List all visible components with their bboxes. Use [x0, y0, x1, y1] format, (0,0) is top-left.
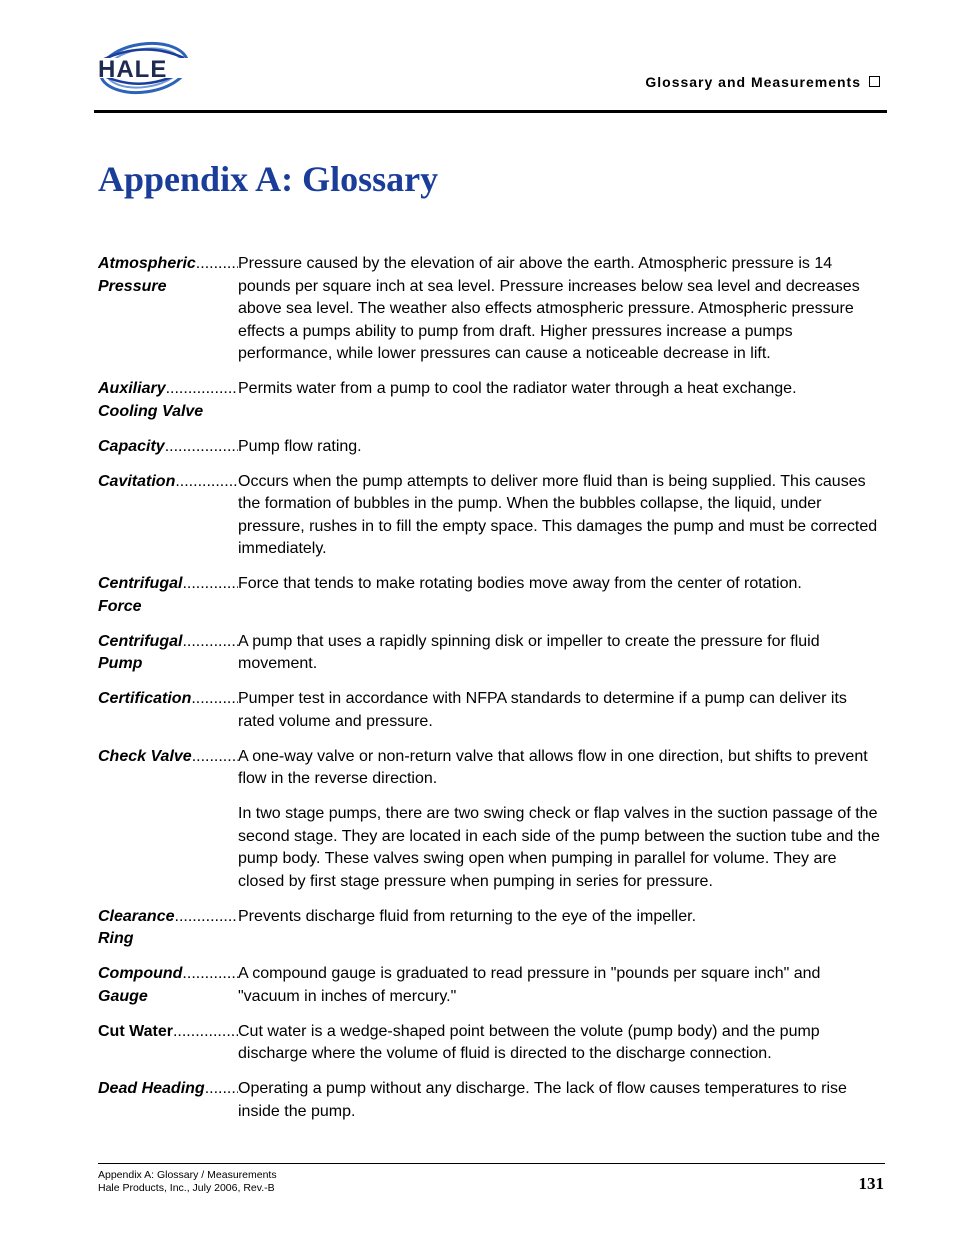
glossary-definition: [238, 688, 884, 733]
definition-paragraph: A pump that uses a rapidly spinning disk or impeller to create the pressure for fluid movement.: [238, 632, 820, 672]
page-number: 131: [858, 1174, 884, 1193]
section-title-text: Glossary and Measurements: [645, 74, 861, 90]
glossary-definition: [238, 573, 884, 618]
glossary-entry: [98, 436, 884, 459]
leader-dots: [182, 963, 238, 986]
glossary-term: [98, 746, 238, 894]
definition-paragraph: Prevents discharge fluid from returning to the eye of the impeller.: [238, 907, 697, 925]
glossary-entry: [98, 746, 884, 894]
term-text-line-2: Force: [98, 597, 142, 615]
logo-text: HALE: [98, 56, 168, 83]
term-text: Cut Water: [98, 1022, 173, 1040]
glossary-term: [98, 471, 238, 561]
glossary-term: [98, 688, 238, 733]
term-line: [98, 1021, 238, 1044]
leader-dots: [196, 253, 238, 276]
glossary-entry: [98, 688, 884, 733]
glossary-term: [98, 573, 238, 618]
term-text-line-2: Cooling Valve: [98, 402, 204, 420]
glossary-term: [98, 1078, 238, 1123]
leader-dots: [175, 906, 239, 929]
definition-paragraph: Pressure caused by the elevation of air above the earth. Atmospheric pressure is 14 pounds per square inch at sea level. Pressure increases below sea level and decreases above sea level. The weather also effects atmospheric pressure. Atmospheric pressure effects a pumps ability to pump from draft. Higher pressures increase a pumps performance, while lower pressures can cause a noticeable decrease in lift.: [238, 255, 860, 362]
term-line: [98, 963, 238, 986]
term-text: Clearance: [98, 907, 175, 925]
term-line: [98, 688, 238, 711]
glossary-definition: [238, 253, 884, 366]
term-line: [98, 573, 238, 596]
glossary-definition: [238, 436, 884, 459]
glossary-entry: [98, 471, 884, 561]
page-title: Appendix A: Glossary: [98, 159, 439, 199]
term-text: Check Valve: [98, 747, 192, 765]
glossary-entry: [98, 253, 884, 366]
definition-paragraph: In two stage pumps, there are two swing check or flap valves in the suction passage of the second stage. They are located in each side of the pump between the suction tube and the pump body. These valves swing open when pumping in parallel for volume. They are closed by first stage pressure when pumping in series for pressure.: [238, 805, 880, 890]
leader-dots: [192, 746, 238, 769]
term-line: [98, 1078, 238, 1101]
leader-dots: [173, 1021, 238, 1044]
footer-info: [98, 1169, 277, 1195]
term-line: [98, 746, 238, 769]
definition-paragraph: Operating a pump without any discharge. The lack of flow causes temperatures to rise inside the pump.: [238, 1080, 847, 1120]
glossary-entry: [98, 906, 884, 951]
glossary-entry: [98, 1021, 884, 1066]
term-text-line-2: Pressure: [98, 277, 167, 295]
term-text: Centrifugal: [98, 575, 183, 592]
definition-paragraph: Occurs when the pump attempts to deliver more fluid than is being supplied. This causes the formation of bubbles in the pump. When the bubbles collapse, the liquid, under pressure, rushes in to fill the empty space. This damages the pump and must be corrected immediately.: [238, 472, 878, 557]
glossary-term: [98, 963, 238, 1008]
definition-paragraph: Pumper test in accordance with NFPA standards to determine if a pump can deliver its rated volume and pressure.: [238, 690, 847, 730]
glossary-term: [98, 436, 238, 459]
glossary-list: [98, 253, 884, 1136]
definition-paragraph: A one-way valve or non-return valve that allows flow in one direction, but shifts to prevent flow in the reverse direction.: [238, 747, 868, 787]
leader-dots: [175, 471, 238, 494]
term-line: [98, 631, 238, 654]
term-text: Dead Heading: [98, 1080, 205, 1097]
definition-paragraph: Pump flow rating.: [238, 437, 362, 455]
checkbox-square-icon: [869, 76, 880, 87]
leader-dots: [182, 573, 238, 596]
glossary-entry: [98, 1078, 884, 1123]
hale-logo: [94, 36, 194, 100]
leader-dots: [205, 1078, 238, 1101]
definition-paragraph: A compound gauge is graduated to read pressure in "pounds per square inch" and "vacuum in inches of mercury.": [238, 965, 821, 1005]
glossary-definition: [238, 471, 884, 561]
glossary-definition: [238, 631, 884, 676]
footer-line-1: Appendix A: Glossary / Measurements: [98, 1169, 277, 1181]
leader-dots: [166, 378, 238, 401]
header-divider: [94, 110, 887, 113]
glossary-term: [98, 906, 238, 951]
term-text: Cavitation: [98, 472, 176, 490]
glossary-entry: [98, 573, 884, 618]
definition-paragraph: Force that tends to make rotating bodies move away from the center of rotation.: [238, 575, 802, 592]
glossary-entry: [98, 631, 884, 676]
glossary-definition: [238, 1078, 884, 1123]
footer-divider: [98, 1163, 885, 1164]
term-text: Compound: [98, 965, 183, 982]
leader-dots: [182, 631, 238, 654]
glossary-definition: [238, 963, 884, 1008]
term-line: [98, 436, 238, 459]
term-text: Certification: [98, 690, 192, 707]
term-line: [98, 378, 238, 401]
glossary-definition: [238, 378, 884, 423]
term-text: Capacity: [98, 437, 165, 455]
definition-paragraph: Cut water is a wedge-shaped point between the volute (pump body) and the pump discharge where the volume of fluid is directed to the discharge connection.: [238, 1022, 820, 1062]
section-title: [645, 74, 880, 90]
term-text-line-2: Gauge: [98, 987, 148, 1005]
glossary-entry: [98, 963, 884, 1008]
term-line: [98, 253, 238, 276]
glossary-term: [98, 378, 238, 423]
definition-paragraph: Permits water from a pump to cool the radiator water through a heat exchange.: [238, 380, 797, 397]
term-text: Auxiliary: [98, 380, 166, 397]
footer-line-2: Hale Products, Inc., July 2006, Rev.-B: [98, 1182, 275, 1194]
leader-dots: [165, 436, 238, 459]
term-text-line-2: Pump: [98, 655, 143, 672]
term-line: [98, 906, 238, 929]
glossary-entry: [98, 378, 884, 423]
glossary-term: [98, 253, 238, 366]
term-line: [98, 471, 238, 494]
glossary-definition: [238, 746, 884, 894]
glossary-definition: [238, 1021, 884, 1066]
leader-dots: [191, 688, 238, 711]
glossary-definition: [238, 906, 884, 951]
glossary-term: [98, 631, 238, 676]
glossary-term: [98, 1021, 238, 1066]
term-text-line-2: Ring: [98, 930, 134, 947]
term-text: Atmospheric: [98, 255, 196, 272]
term-text: Centrifugal: [98, 632, 183, 650]
